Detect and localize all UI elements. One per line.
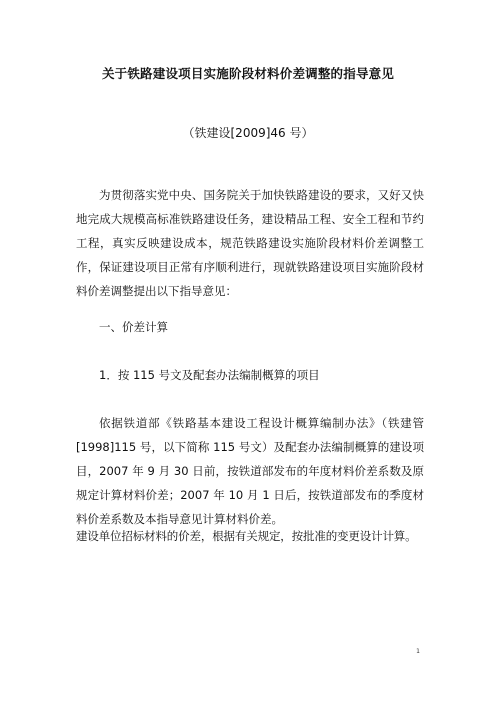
document-title: 关于铁路建设项目实施阶段材料价差调整的指导意见 xyxy=(101,66,395,81)
final-paragraph: 建设单位招标材料的价差，根据有关规定，按批准的变更设计计算。 xyxy=(76,529,417,543)
item-detail-paragraph: 依据铁道部《铁路基本建设工程设计概算编制办法》（铁建管[1998]115 号，以下简称 115 号文）及配套办法编制概算的建设项目，2007 年 9 月 30 日前，按铁道部发布的年度材料价差系数及原规定计算材料价差；2007 年 10 月 1 日后，按铁道部发布的季度材料价差系数及本指导意见计算材料价差。 xyxy=(76,416,424,526)
section-heading: 一、价差计算 xyxy=(99,320,168,334)
document-number: （铁建设[2009]46 号） xyxy=(182,126,314,140)
intro-paragraph: 为贯彻落实党中央、国务院关于加快铁路建设的要求，又好又快地完成大规模高标准铁路建设任务，建设精品工程、安全工程和节约工程，真实反映建设成本，规范铁路建设实施阶段材料价差调整工作，保证建设项目正常有序顺利进行，现就铁路建设项目实施阶段材料价差调整提出以下指导意见： xyxy=(76,188,424,298)
page-number: 1 xyxy=(416,648,420,655)
item-heading: 1．按 115 号文及配套办法编制概算的项目 xyxy=(99,368,320,382)
